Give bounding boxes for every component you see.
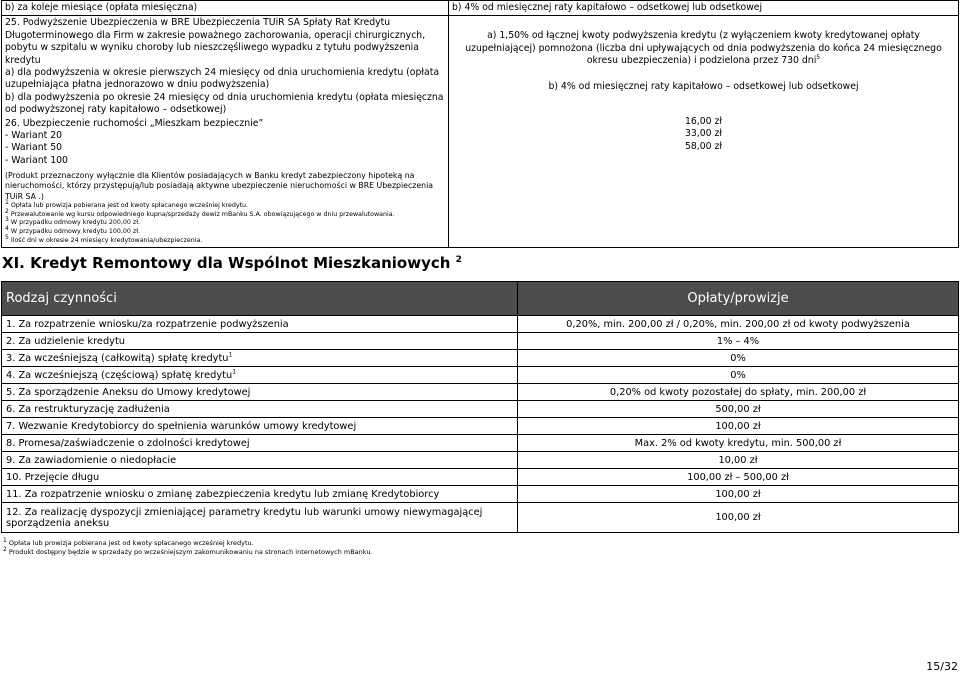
item-26-price: 16,00 zł	[684, 116, 723, 128]
fee-value: 0,20%, min. 200,00 zł / 0,20%, min. 200,00 zł od kwoty podwyższenia	[518, 316, 959, 333]
fee-value: 500,00 zł	[518, 401, 959, 418]
fee-value: Max. 2% od kwoty kredytu, min. 500,00 zł	[518, 435, 959, 452]
table-row	[2, 401, 959, 418]
table-row	[2, 316, 959, 333]
footnote: $^2$ Przewalutowanie wg kursu odpowiedniego kupna/sprzedaży dewiz mBanku S.A. obowiązującego w dniu przewalutowania.	[5, 207, 395, 218]
item-25-fees	[449, 16, 959, 247]
footnote: $^3$ W przypadku odmowy kredytu 200,00 zł.	[5, 216, 140, 227]
fee-label: 10. Przejęcie długu	[2, 469, 518, 486]
item-25-description	[2, 16, 449, 247]
table-row	[2, 435, 959, 452]
fee-value: 0%	[518, 350, 959, 367]
fee-label: 2. Za udzielenie kredytu	[2, 333, 518, 350]
fee-table-continued	[1, 0, 959, 248]
fee-label: 5. Za sporządzenie Aneksu do Umowy kredytowej	[2, 384, 518, 401]
fee-label: 12. Za realizację dyspozycji zmieniającej parametry kredytu lub warunki umowy niewymagającej sporządzenia aneksu	[2, 503, 518, 533]
item-26-price: 33,00 zł	[684, 128, 723, 140]
fee-value: 0,20% od kwoty pozostałej do spłaty, min. 200,00 zł	[518, 384, 959, 401]
item-26-price: 58,00 zł	[684, 140, 723, 152]
item-25-option-b: b) dla podwyższenia po okresie 24 miesięcy od dnia uruchomienia kredytu (opłata miesięczna od podwyższonej raty kapitałowo – odsetkowej)	[5, 91, 444, 116]
fee-value: 100,00 zł – 500,00 zł	[518, 469, 959, 486]
fee-value: 0%	[518, 367, 959, 384]
section-heading: XI. Kredyt Remontowy dla Wspólnot Mieszkaniowych $^2$	[2, 254, 462, 272]
fee-label: 11. Za rozpatrzenie wniosku o zmianę zabezpieczenia kredytu lub zmianę Kredytobiorcy	[2, 486, 518, 503]
table-row	[2, 1, 959, 16]
item-26-title: 26. Ubezpieczenie ruchomości „Mieszkam bezpiecznie”	[5, 117, 264, 129]
item-25-fee-b: b) 4% od miesięcznej raty kapitałowo – odsetkowej lub odsetkowej	[548, 80, 859, 92]
fee-label: 9. Za zawiadomienie o niedopłacie	[2, 452, 518, 469]
table-row	[2, 367, 959, 384]
item-25-fee-a: a) 1,50% od łącznej kwoty podwyższenia kredytu (z wyłączeniem kwoty kredytowanej opłaty uzupełniającej) pomnożona (liczba dni upływających od dnia podwyższenia do końca 24 miesięcznego okresu ubezpieczenia) i podzielona przez 730 dni$^5$	[465, 30, 942, 67]
footnote: $^1$ Opłata lub prowizja pobierana jest od kwoty spłacanego wcześniej kredytu.	[3, 536, 254, 547]
table-row	[2, 486, 959, 503]
item-26-note: (Produkt przeznaczony wyłącznie dla Klientów posiadających w Banku kredyt zabezpieczony hipoteką na nieruchomości, którzy przystępują/lub posiadają aktywne ubezpieczenie nieruchomości w BRE Ubezpieczenia TUiR SA .)	[5, 171, 434, 201]
table-row	[2, 503, 959, 533]
fee-label: 4. Za wcześniejszą (częściową) spłatę kredytu$^1$	[2, 367, 518, 384]
table-cell: b) 4% od miesięcznej raty kapitałowo – odsetkowej lub odsetkowej	[449, 1, 959, 16]
fee-label: 8. Promesa/zaświadczenie o zdolności kredytowej	[2, 435, 518, 452]
footnote: $^2$ Produkt dostępny będzie w sprzedaży po wcześniejszym zakomunikowaniu na stronach internetowych mBanku.	[3, 545, 373, 556]
footnote: $^1$ Opłata lub prowizja pobierana jest od kwoty spłacanego wcześniej kredytu.	[5, 198, 249, 209]
column-header: Rodzaj czynności	[2, 282, 518, 316]
table-row	[2, 452, 959, 469]
fee-value: 10,00 zł	[518, 452, 959, 469]
page-number: 15/32	[926, 660, 958, 673]
table-cell: b) za koleje miesiące (opłata miesięczna)	[2, 1, 449, 16]
fee-value: 100,00 zł	[518, 486, 959, 503]
item-25-title: 25. Podwyższenie Ubezpieczenia w BRE Ubezpieczenia TUiR SA Spłaty Rat Kredytu Długoterminowego dla Firm w zakresie poważnego zachorowania, operacji chirurgicznych, pobytu w szpitalu w wyniku choroby lub nieszczęśliwego wypadku z tytułu podwyższenia kredytu	[5, 17, 426, 66]
item-26-variant: - Wariant 50	[5, 142, 63, 154]
fee-value: 1% – 4%	[518, 333, 959, 350]
table-row	[2, 333, 959, 350]
fee-label: 6. Za restrukturyzację zadłużenia	[2, 401, 518, 418]
table-header	[2, 282, 959, 316]
footnote: $^5$ Ilość dni w okresie 24 miesięcy kredytowania/ubezpieczenia.	[5, 233, 203, 245]
item-25-option-a: a) dla podwyższenia w okresie pierwszych 24 miesięcy od dnia uruchomienia kredytu (opłata uzupełniająca płatna jednorazowo w dniu podwyższenia)	[5, 67, 440, 91]
table-row	[2, 418, 959, 435]
fee-label: 7. Wezwanie Kredytobiorcy do spełnienia warunków umowy kredytowej	[2, 418, 518, 435]
footnote: $^4$ W przypadku odmowy kredytu 100,00 zł.	[5, 225, 140, 236]
fee-value: 100,00 zł	[518, 503, 959, 533]
fee-label: 3. Za wcześniejszą (całkowitą) spłatę kredytu$^1$	[2, 350, 518, 367]
fee-label: 1. Za rozpatrzenie wniosku/za rozpatrzenie podwyższenia	[2, 316, 518, 333]
table-row	[2, 384, 959, 401]
fees-table	[1, 281, 959, 533]
fee-value: 100,00 zł	[518, 418, 959, 435]
column-header: Opłaty/prowizje	[518, 282, 959, 316]
footnotes	[5, 198, 445, 246]
table-row	[2, 469, 959, 486]
table-row	[2, 350, 959, 367]
item-26-variant: - Wariant 20	[5, 130, 63, 142]
footnotes	[3, 536, 373, 557]
item-26-variant: - Wariant 100	[5, 154, 68, 166]
table-row	[2, 16, 959, 247]
